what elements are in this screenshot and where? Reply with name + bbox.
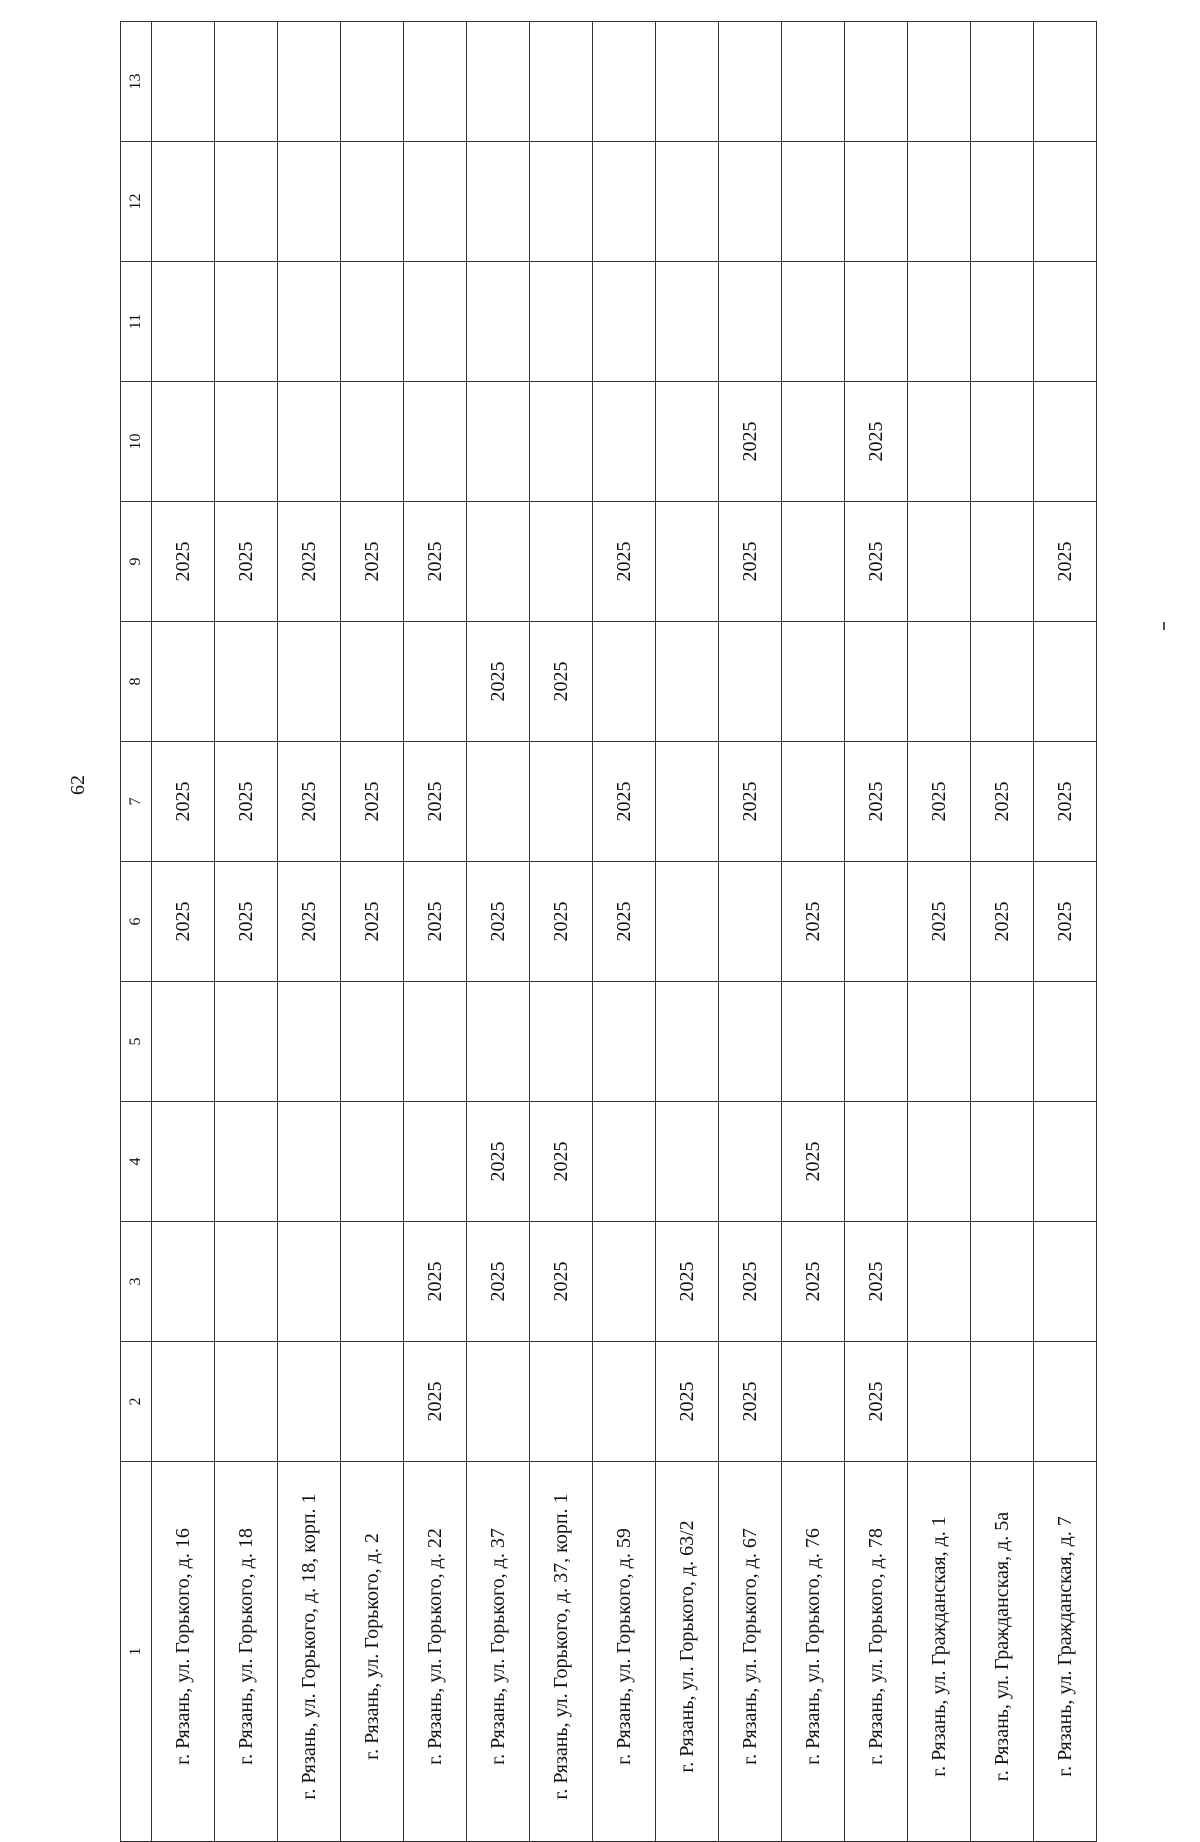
- year-cell-col-12: [593, 142, 656, 262]
- year-cell-col-5: [467, 982, 530, 1102]
- scan-mark: [1163, 622, 1165, 630]
- year-cell-col-12: [278, 142, 341, 262]
- year-cell-col-11: [215, 262, 278, 382]
- year-cell-col-9: 2025: [278, 502, 341, 622]
- year-cell-col-7: 2025: [593, 742, 656, 862]
- address-cell: г. Рязань, ул. Гражданская, д. 7: [1034, 1462, 1097, 1842]
- year-cell-col-2: [908, 1342, 971, 1462]
- year-cell-col-8: [341, 622, 404, 742]
- year-cell-col-9: 2025: [719, 502, 782, 622]
- address-cell: г. Рязань, ул. Горького, д. 22: [404, 1462, 467, 1842]
- column-header-9: 9: [121, 502, 152, 622]
- year-cell-col-7: [656, 742, 719, 862]
- year-cell-col-6: 2025: [152, 862, 215, 982]
- rotated-table-container: [120, 62, 1080, 1842]
- year-cell-col-10: [656, 382, 719, 502]
- table-row: [908, 22, 971, 1842]
- year-cell-col-2: [215, 1342, 278, 1462]
- year-cell-col-9: 2025: [593, 502, 656, 622]
- year-cell-col-10: [1034, 382, 1097, 502]
- header-row: [121, 22, 152, 1842]
- year-cell-col-3: 2025: [845, 1222, 908, 1342]
- year-cell-col-2: [341, 1342, 404, 1462]
- year-cell-col-6: 2025: [215, 862, 278, 982]
- year-cell-col-12: [530, 142, 593, 262]
- year-cell-col-12: [782, 142, 845, 262]
- year-cell-col-9: 2025: [341, 502, 404, 622]
- year-cell-col-10: [215, 382, 278, 502]
- year-cell-col-4: [1034, 1102, 1097, 1222]
- table-row: [404, 22, 467, 1842]
- year-cell-col-5: [152, 982, 215, 1102]
- year-cell-col-12: [341, 142, 404, 262]
- year-cell-col-7: [530, 742, 593, 862]
- year-cell-col-10: [341, 382, 404, 502]
- year-cell-col-13: [404, 22, 467, 142]
- year-cell-col-6: 2025: [782, 862, 845, 982]
- year-cell-col-12: [656, 142, 719, 262]
- year-cell-col-7: 2025: [845, 742, 908, 862]
- year-cell-col-13: [278, 22, 341, 142]
- column-header-13: 13: [121, 22, 152, 142]
- year-cell-col-9: 2025: [404, 502, 467, 622]
- address-cell: г. Рязань, ул. Горького, д. 63/2: [656, 1462, 719, 1842]
- year-cell-col-10: [152, 382, 215, 502]
- year-cell-col-10: [593, 382, 656, 502]
- column-header-6: 6: [121, 862, 152, 982]
- year-cell-col-7: 2025: [404, 742, 467, 862]
- year-cell-col-9: 2025: [152, 502, 215, 622]
- year-cell-col-4: [593, 1102, 656, 1222]
- year-cell-col-11: [152, 262, 215, 382]
- year-cell-col-13: [467, 22, 530, 142]
- column-header-10: 10: [121, 382, 152, 502]
- schedule-table: [120, 21, 1097, 1842]
- column-header-12: 12: [121, 142, 152, 262]
- year-cell-col-8: [845, 622, 908, 742]
- year-cell-col-6: 2025: [1034, 862, 1097, 982]
- year-cell-col-10: [971, 382, 1034, 502]
- column-header-1: 1: [121, 1462, 152, 1842]
- year-cell-col-3: [593, 1222, 656, 1342]
- year-cell-col-6: 2025: [341, 862, 404, 982]
- year-cell-col-6: 2025: [530, 862, 593, 982]
- year-cell-col-13: [782, 22, 845, 142]
- year-cell-col-9: 2025: [1034, 502, 1097, 622]
- year-cell-col-4: [278, 1102, 341, 1222]
- year-cell-col-5: [845, 982, 908, 1102]
- year-cell-col-7: 2025: [215, 742, 278, 862]
- table-row: [341, 22, 404, 1842]
- year-cell-col-8: [404, 622, 467, 742]
- year-cell-col-3: [278, 1222, 341, 1342]
- year-cell-col-2: 2025: [404, 1342, 467, 1462]
- year-cell-col-7: 2025: [908, 742, 971, 862]
- year-cell-col-2: 2025: [719, 1342, 782, 1462]
- year-cell-col-7: 2025: [1034, 742, 1097, 862]
- year-cell-col-11: [908, 262, 971, 382]
- year-cell-col-3: [971, 1222, 1034, 1342]
- year-cell-col-9: [971, 502, 1034, 622]
- year-cell-col-4: [845, 1102, 908, 1222]
- address-cell: г. Рязань, ул. Горького, д. 37, корп. 1: [530, 1462, 593, 1842]
- year-cell-col-8: [593, 622, 656, 742]
- table-row: [152, 22, 215, 1842]
- address-cell: г. Рязань, ул. Горького, д. 37: [467, 1462, 530, 1842]
- year-cell-col-4: 2025: [530, 1102, 593, 1222]
- year-cell-col-10: [782, 382, 845, 502]
- year-cell-col-5: [593, 982, 656, 1102]
- table-row: [278, 22, 341, 1842]
- table-row: [215, 22, 278, 1842]
- address-cell: г. Рязань, ул. Горького, д. 78: [845, 1462, 908, 1842]
- table-row: [845, 22, 908, 1842]
- year-cell-col-2: [593, 1342, 656, 1462]
- year-cell-col-12: [908, 142, 971, 262]
- address-cell: г. Рязань, ул. Горького, д. 67: [719, 1462, 782, 1842]
- year-cell-col-2: 2025: [656, 1342, 719, 1462]
- year-cell-col-6: 2025: [593, 862, 656, 982]
- year-cell-col-11: [782, 262, 845, 382]
- year-cell-col-13: [656, 22, 719, 142]
- year-cell-col-2: 2025: [845, 1342, 908, 1462]
- year-cell-col-11: [719, 262, 782, 382]
- year-cell-col-10: [404, 382, 467, 502]
- year-cell-col-7: 2025: [278, 742, 341, 862]
- address-cell: г. Рязань, ул. Горького, д. 76: [782, 1462, 845, 1842]
- table-row: [656, 22, 719, 1842]
- year-cell-col-5: [908, 982, 971, 1102]
- year-cell-col-6: 2025: [467, 862, 530, 982]
- year-cell-col-13: [530, 22, 593, 142]
- year-cell-col-11: [593, 262, 656, 382]
- year-cell-col-5: [215, 982, 278, 1102]
- year-cell-col-8: [719, 622, 782, 742]
- year-cell-col-2: [782, 1342, 845, 1462]
- table-row: [530, 22, 593, 1842]
- year-cell-col-7: [467, 742, 530, 862]
- year-cell-col-4: [152, 1102, 215, 1222]
- year-cell-col-13: [845, 22, 908, 142]
- year-cell-col-11: [404, 262, 467, 382]
- year-cell-col-11: [971, 262, 1034, 382]
- year-cell-col-2: [971, 1342, 1034, 1462]
- year-cell-col-8: [152, 622, 215, 742]
- year-cell-col-4: [341, 1102, 404, 1222]
- year-cell-col-2: [152, 1342, 215, 1462]
- year-cell-col-4: [971, 1102, 1034, 1222]
- year-cell-col-11: [467, 262, 530, 382]
- year-cell-col-6: 2025: [971, 862, 1034, 982]
- year-cell-col-12: [971, 142, 1034, 262]
- year-cell-col-5: [656, 982, 719, 1102]
- year-cell-col-8: [908, 622, 971, 742]
- year-cell-col-8: 2025: [530, 622, 593, 742]
- year-cell-col-7: [782, 742, 845, 862]
- year-cell-col-3: [341, 1222, 404, 1342]
- year-cell-col-12: [152, 142, 215, 262]
- year-cell-col-5: [782, 982, 845, 1102]
- year-cell-col-6: [719, 862, 782, 982]
- year-cell-col-9: [782, 502, 845, 622]
- year-cell-col-3: 2025: [656, 1222, 719, 1342]
- year-cell-col-3: 2025: [404, 1222, 467, 1342]
- year-cell-col-13: [152, 22, 215, 142]
- year-cell-col-5: [404, 982, 467, 1102]
- year-cell-col-9: [908, 502, 971, 622]
- year-cell-col-2: [530, 1342, 593, 1462]
- year-cell-col-12: [404, 142, 467, 262]
- page-number: 62: [66, 775, 89, 795]
- table-row: [467, 22, 530, 1842]
- year-cell-col-5: [341, 982, 404, 1102]
- year-cell-col-8: [278, 622, 341, 742]
- year-cell-col-11: [530, 262, 593, 382]
- year-cell-col-12: [467, 142, 530, 262]
- year-cell-col-7: 2025: [341, 742, 404, 862]
- year-cell-col-5: [278, 982, 341, 1102]
- year-cell-col-13: [971, 22, 1034, 142]
- year-cell-col-13: [719, 22, 782, 142]
- table-row: [1034, 22, 1097, 1842]
- year-cell-col-2: [278, 1342, 341, 1462]
- column-header-5: 5: [121, 982, 152, 1102]
- year-cell-col-5: [971, 982, 1034, 1102]
- address-cell: г. Рязань, ул. Горького, д. 16: [152, 1462, 215, 1842]
- column-header-8: 8: [121, 622, 152, 742]
- year-cell-col-8: 2025: [467, 622, 530, 742]
- column-header-11: 11: [121, 262, 152, 382]
- year-cell-col-4: [908, 1102, 971, 1222]
- year-cell-col-13: [1034, 22, 1097, 142]
- year-cell-col-6: 2025: [908, 862, 971, 982]
- address-cell: г. Рязань, ул. Гражданская, д. 1: [908, 1462, 971, 1842]
- year-cell-col-9: [656, 502, 719, 622]
- address-cell: г. Рязань, ул. Горького, д. 59: [593, 1462, 656, 1842]
- year-cell-col-8: [656, 622, 719, 742]
- year-cell-col-12: [215, 142, 278, 262]
- table-row: [971, 22, 1034, 1842]
- year-cell-col-10: 2025: [719, 382, 782, 502]
- year-cell-col-3: [152, 1222, 215, 1342]
- year-cell-col-9: 2025: [215, 502, 278, 622]
- year-cell-col-3: [215, 1222, 278, 1342]
- table-row: [593, 22, 656, 1842]
- year-cell-col-13: [593, 22, 656, 142]
- year-cell-col-10: 2025: [845, 382, 908, 502]
- year-cell-col-11: [1034, 262, 1097, 382]
- year-cell-col-4: 2025: [782, 1102, 845, 1222]
- year-cell-col-3: [1034, 1222, 1097, 1342]
- year-cell-col-4: [656, 1102, 719, 1222]
- year-cell-col-7: 2025: [719, 742, 782, 862]
- year-cell-col-11: [656, 262, 719, 382]
- address-cell: г. Рязань, ул. Горького, д. 2: [341, 1462, 404, 1842]
- year-cell-col-9: [467, 502, 530, 622]
- year-cell-col-6: [845, 862, 908, 982]
- column-header-3: 3: [121, 1222, 152, 1342]
- year-cell-col-5: [719, 982, 782, 1102]
- year-cell-col-9: [530, 502, 593, 622]
- column-header-7: 7: [121, 742, 152, 862]
- year-cell-col-2: [467, 1342, 530, 1462]
- year-cell-col-11: [278, 262, 341, 382]
- year-cell-col-3: 2025: [782, 1222, 845, 1342]
- year-cell-col-5: [530, 982, 593, 1102]
- year-cell-col-11: [341, 262, 404, 382]
- year-cell-col-10: [467, 382, 530, 502]
- year-cell-col-8: [215, 622, 278, 742]
- year-cell-col-4: [719, 1102, 782, 1222]
- table-row: [719, 22, 782, 1842]
- year-cell-col-12: [845, 142, 908, 262]
- year-cell-col-13: [215, 22, 278, 142]
- year-cell-col-10: [908, 382, 971, 502]
- year-cell-col-3: [908, 1222, 971, 1342]
- year-cell-col-13: [341, 22, 404, 142]
- year-cell-col-10: [278, 382, 341, 502]
- year-cell-col-7: 2025: [152, 742, 215, 862]
- year-cell-col-10: [530, 382, 593, 502]
- year-cell-col-6: 2025: [404, 862, 467, 982]
- year-cell-col-8: [1034, 622, 1097, 742]
- address-cell: г. Рязань, ул. Гражданская, д. 5а: [971, 1462, 1034, 1842]
- year-cell-col-5: [1034, 982, 1097, 1102]
- year-cell-col-3: 2025: [467, 1222, 530, 1342]
- year-cell-col-8: [971, 622, 1034, 742]
- table-row: [782, 22, 845, 1842]
- year-cell-col-7: 2025: [971, 742, 1034, 862]
- year-cell-col-12: [719, 142, 782, 262]
- year-cell-col-6: 2025: [278, 862, 341, 982]
- column-header-2: 2: [121, 1342, 152, 1462]
- year-cell-col-4: [404, 1102, 467, 1222]
- year-cell-col-6: [656, 862, 719, 982]
- year-cell-col-2: [1034, 1342, 1097, 1462]
- year-cell-col-8: [782, 622, 845, 742]
- address-cell: г. Рязань, ул. Горького, д. 18: [215, 1462, 278, 1842]
- year-cell-col-9: 2025: [845, 502, 908, 622]
- year-cell-col-13: [908, 22, 971, 142]
- year-cell-col-4: [215, 1102, 278, 1222]
- year-cell-col-4: 2025: [467, 1102, 530, 1222]
- column-header-4: 4: [121, 1102, 152, 1222]
- year-cell-col-11: [845, 262, 908, 382]
- address-cell: г. Рязань, ул. Горького, д. 18, корп. 1: [278, 1462, 341, 1842]
- year-cell-col-3: 2025: [530, 1222, 593, 1342]
- year-cell-col-12: [1034, 142, 1097, 262]
- year-cell-col-3: 2025: [719, 1222, 782, 1342]
